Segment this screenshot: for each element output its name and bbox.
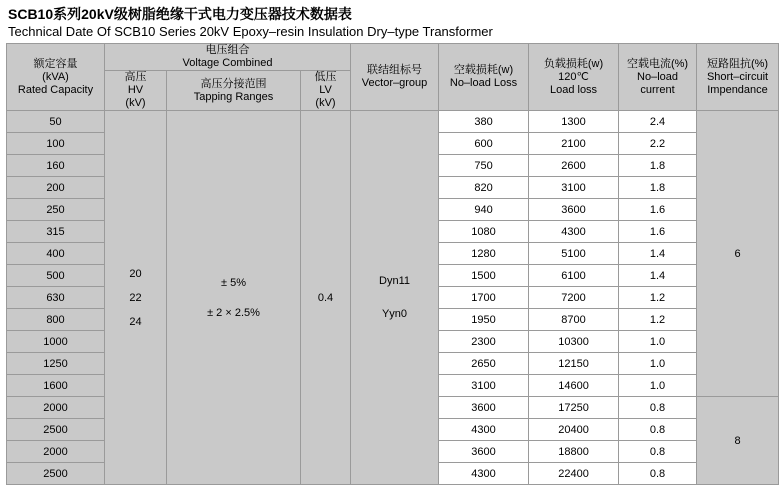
- cell-no-load-loss: 3100: [439, 375, 529, 397]
- cell-load-loss: 2600: [529, 155, 619, 177]
- cell-hv-values: [105, 111, 167, 485]
- cell-load-loss: 1300: [529, 111, 619, 133]
- hv-value-list: [105, 262, 166, 334]
- header-no-load-current-en2: current: [640, 83, 675, 96]
- header-hv-en: HV: [127, 84, 144, 96]
- cell-no-load-current: 1.0: [619, 375, 697, 397]
- page-subtitle: Technical Date Of SCB10 Series 20kV Epoxy–resin Insulation Dry–type Transformer: [8, 24, 493, 39]
- header-short-circuit-en2: Impendance: [707, 83, 768, 96]
- cell-no-load-current: 1.4: [619, 265, 697, 287]
- cell-load-loss: 6100: [529, 265, 619, 287]
- cell-load-loss: 20400: [529, 419, 619, 441]
- cell-lv-value: 0.4: [301, 111, 351, 485]
- header-tapping-en: Tapping Ranges: [193, 90, 274, 103]
- transformer-spec-table: [6, 43, 779, 485]
- cell-no-load-current: 1.4: [619, 243, 697, 265]
- cell-capacity: 630: [7, 287, 105, 309]
- cell-no-load-current: 1.0: [619, 331, 697, 353]
- cell-no-load-loss: 3600: [439, 397, 529, 419]
- cell-no-load-loss: 2300: [439, 331, 529, 353]
- table-header-row-1: [7, 44, 779, 71]
- cell-capacity: 2000: [7, 397, 105, 419]
- cell-capacity: 50: [7, 111, 105, 133]
- cell-load-loss: 18800: [529, 441, 619, 463]
- cell-capacity: 2500: [7, 463, 105, 485]
- tapping-value-2: ± 2 × 2.5%: [207, 306, 260, 319]
- cell-no-load-current: 1.8: [619, 177, 697, 199]
- cell-load-loss: 8700: [529, 309, 619, 331]
- header-lv-en: LV: [319, 84, 332, 96]
- cell-no-load-loss: 1080: [439, 221, 529, 243]
- cell-capacity: 800: [7, 309, 105, 331]
- cell-capacity: 2000: [7, 441, 105, 463]
- cell-no-load-current: 1.6: [619, 221, 697, 243]
- cell-no-load-current: 0.8: [619, 419, 697, 441]
- cell-no-load-loss: 1700: [439, 287, 529, 309]
- cell-no-load-loss: 380: [439, 111, 529, 133]
- header-voltage-combined: [105, 44, 351, 71]
- cell-capacity: 1250: [7, 353, 105, 375]
- cell-impedance-group-1: 6: [697, 111, 779, 397]
- cell-capacity: 500: [7, 265, 105, 287]
- cell-no-load-current: 1.2: [619, 309, 697, 331]
- header-vector-group-cn: 联结组标号: [367, 64, 423, 76]
- cell-no-load-current: 2.2: [619, 133, 697, 155]
- header-no-load-current-en1: No–load: [637, 70, 678, 83]
- header-voltage-combined-en: Voltage Combined: [182, 57, 273, 69]
- cell-load-loss: 22400: [529, 463, 619, 485]
- header-no-load-current-cn: 空载电流(%): [626, 57, 689, 70]
- cell-load-loss: 10300: [529, 331, 619, 353]
- cell-no-load-loss: 3600: [439, 441, 529, 463]
- cell-tapping-values: [167, 111, 301, 485]
- cell-load-loss: 3100: [529, 177, 619, 199]
- cell-no-load-current: 1.0: [619, 353, 697, 375]
- header-rated-capacity-unit: (kVA): [42, 70, 69, 83]
- cell-no-load-current: 2.4: [619, 111, 697, 133]
- cell-load-loss: 17250: [529, 397, 619, 419]
- cell-no-load-current: 0.8: [619, 397, 697, 419]
- header-lv-cn: 低压: [314, 71, 337, 83]
- cell-load-loss: 7200: [529, 287, 619, 309]
- cell-no-load-loss: 1950: [439, 309, 529, 331]
- cell-load-loss: 12150: [529, 353, 619, 375]
- header-load-loss-en: Load loss: [549, 83, 598, 96]
- cell-no-load-loss: 1280: [439, 243, 529, 265]
- cell-capacity: 400: [7, 243, 105, 265]
- header-no-load-loss: [439, 44, 529, 111]
- header-short-circuit-en1: Short–circuit: [706, 70, 769, 83]
- header-hv-cn: 高压: [124, 71, 147, 83]
- tapping-value-1: ± 5%: [221, 276, 246, 289]
- cell-load-loss: 3600: [529, 199, 619, 221]
- header-load-loss: [529, 44, 619, 111]
- header-load-loss-temp: 120℃: [558, 70, 589, 83]
- cell-capacity: 1600: [7, 375, 105, 397]
- header-load-loss-cn: 负载损耗(w): [543, 57, 604, 70]
- vector-value-1: Dyn11: [379, 274, 410, 287]
- cell-capacity: 200: [7, 177, 105, 199]
- cell-load-loss: 2100: [529, 133, 619, 155]
- cell-no-load-loss: 750: [439, 155, 529, 177]
- cell-vector-values: [351, 111, 439, 485]
- cell-no-load-current: 1.8: [619, 155, 697, 177]
- cell-no-load-loss: 2650: [439, 353, 529, 375]
- header-hv: [105, 71, 167, 111]
- cell-capacity: 160: [7, 155, 105, 177]
- header-rated-capacity-en: Rated Capacity: [17, 83, 94, 96]
- cell-load-loss: 5100: [529, 243, 619, 265]
- header-vector-group-en: Vector–group: [361, 77, 428, 89]
- cell-no-load-loss: 820: [439, 177, 529, 199]
- cell-load-loss: 14600: [529, 375, 619, 397]
- cell-no-load-loss: 4300: [439, 463, 529, 485]
- cell-no-load-current: 0.8: [619, 463, 697, 485]
- page-title: SCB10系列20kV级树脂绝缘干式电力变压器技术数据表: [8, 6, 352, 22]
- vector-value-2: Yyn0: [381, 307, 408, 320]
- cell-no-load-loss: 4300: [439, 419, 529, 441]
- header-vector-group: [351, 44, 439, 111]
- cell-capacity: 100: [7, 133, 105, 155]
- header-tapping-ranges: [167, 71, 301, 111]
- header-lv: [301, 71, 351, 111]
- cell-capacity: 315: [7, 221, 105, 243]
- vector-value-list: [351, 265, 438, 331]
- header-short-circuit-cn: 短路阻抗(%): [706, 57, 769, 70]
- header-short-circuit-impedance: [697, 44, 779, 111]
- cell-no-load-current: 1.6: [619, 199, 697, 221]
- header-hv-unit: (kV): [125, 97, 146, 109]
- cell-capacity: 2500: [7, 419, 105, 441]
- hv-value-2: 22: [129, 291, 142, 304]
- cell-no-load-current: 1.2: [619, 287, 697, 309]
- header-voltage-combined-cn: 电压组合: [205, 44, 250, 56]
- cell-no-load-loss: 1500: [439, 265, 529, 287]
- header-tapping-cn: 高压分接范围: [200, 77, 267, 90]
- header-no-load-current: [619, 44, 697, 111]
- hv-value-1: 20: [129, 267, 142, 280]
- cell-capacity: 1000: [7, 331, 105, 353]
- header-rated-capacity: [7, 44, 105, 111]
- header-lv-unit: (kV): [315, 97, 336, 109]
- cell-capacity: 250: [7, 199, 105, 221]
- hv-value-3: 24: [129, 315, 142, 328]
- cell-no-load-loss: 600: [439, 133, 529, 155]
- cell-load-loss: 4300: [529, 221, 619, 243]
- cell-no-load-loss: 940: [439, 199, 529, 221]
- table-row: [7, 111, 779, 133]
- header-rated-capacity-cn: 额定容量: [33, 57, 78, 70]
- header-no-load-loss-en: No–load Loss: [449, 77, 518, 89]
- cell-no-load-current: 0.8: [619, 441, 697, 463]
- cell-impedance-group-2: 8: [697, 397, 779, 485]
- header-no-load-loss-cn: 空载损耗(w): [453, 64, 514, 76]
- tapping-value-list: [167, 268, 300, 328]
